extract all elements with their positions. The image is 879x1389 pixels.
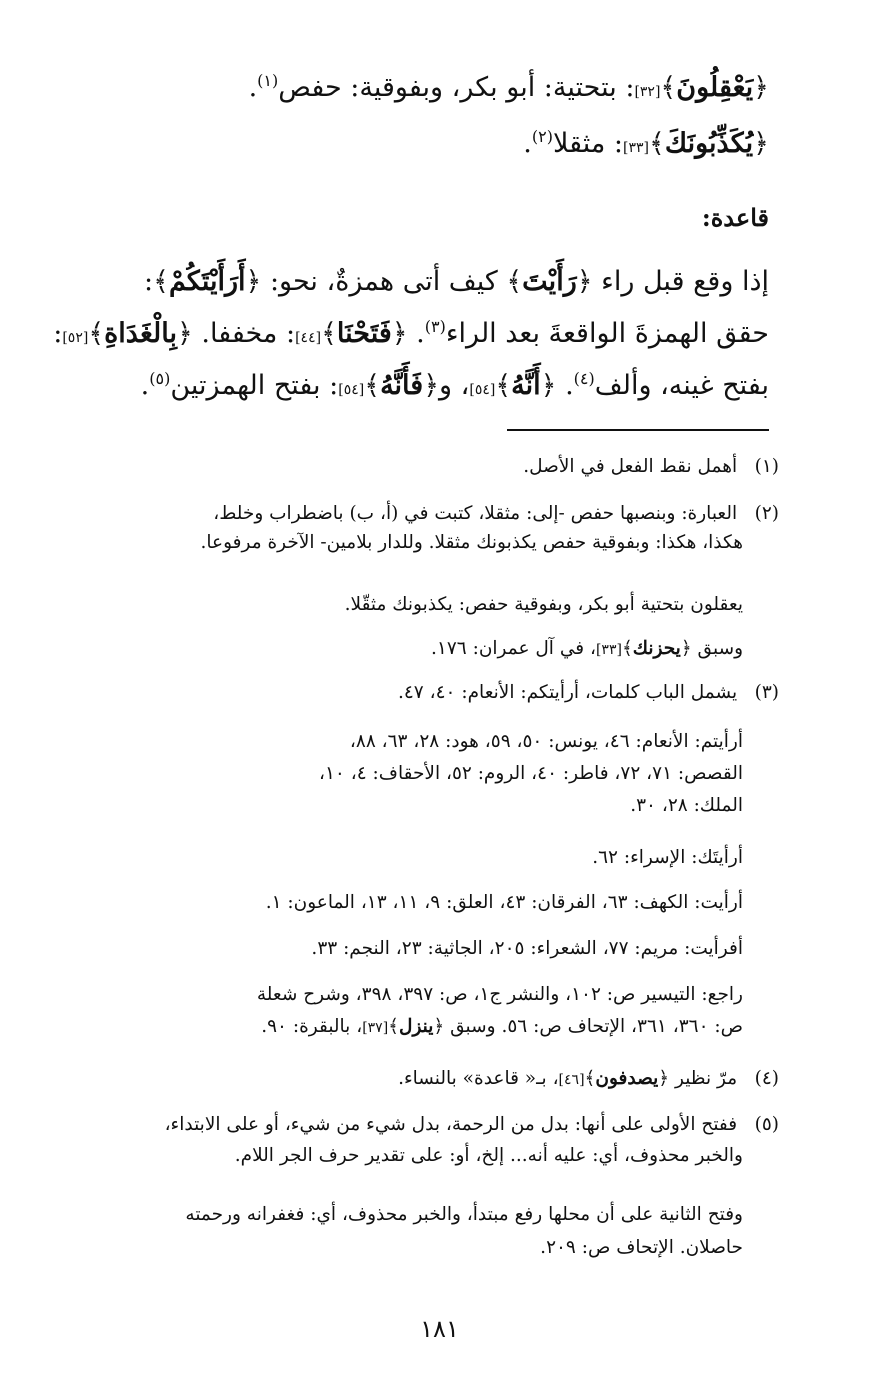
footnote-text: وسبق xyxy=(691,638,743,659)
footnote-2-cont-2: وسبق ﴿يحزنك﴾[٣٣]، في آل عمران: ١٧٦. xyxy=(431,638,743,659)
footnote-text: أرأيتَك: الإسراء: ٦٢. xyxy=(592,847,743,868)
footnote-1 xyxy=(60,452,779,481)
main-text-end: . xyxy=(248,72,258,103)
footnote-text: أهمل نقط الفعل في الأصل. xyxy=(523,456,738,477)
footnote-3-cont-2 xyxy=(60,843,779,872)
footnote-text: راجع: التيسير ص: ١٠٢، والنشر ج١، ص: ٣٩٧، ٣٩٨، وشرح شعلة xyxy=(256,984,743,1005)
footnote-3-cont-4 xyxy=(60,934,779,963)
main-text: كيف أتى همزةٌ، نحو: xyxy=(261,266,507,297)
verse-number: [٥٤] xyxy=(338,382,365,398)
footnote-2-cont xyxy=(60,590,779,619)
footnote-marker: (٣) xyxy=(424,317,446,336)
quran-word: يَعْقِلُونَ xyxy=(676,72,754,103)
footnote-text: يشمل الباب كلمات، أرأيتكم: الأنعام: ٤٠، ٤٧. xyxy=(397,682,738,703)
footnote-text: هكذا، هكذا: وبفوقية حفص يكذبونك مثقلا. وللدار بلامين- الآخرة مرفوعا. xyxy=(200,532,743,553)
footnote-text: أرأيت: الكهف: ٦٣، الفرقان: ٤٣، العلق: ٩، ١١، ١٣، الماعون: ١. xyxy=(265,892,743,913)
footnote-number: (٢) xyxy=(754,503,779,524)
footnote-3 xyxy=(60,678,779,707)
footnote-divider xyxy=(507,429,769,431)
quran-word: أَنَّهُ xyxy=(511,370,541,401)
footnote-5-cont xyxy=(60,1200,779,1262)
footnote-5 xyxy=(60,1110,779,1170)
main-line-1: ﴿يَعْقِلُونَ﴾[٣٢]: بتحتية: أبو بكر، وبفوقية: حفص$^{(١)}$. xyxy=(248,71,769,103)
quran-word: يصدفون xyxy=(595,1068,659,1089)
footnote-text: أرأيتم: الأنعام: ٤٦، يونس: ٥٠، ٥٩، هود: ٢٨، ٦٣، ٨٨، xyxy=(349,731,743,752)
verse-number: [٤٦] xyxy=(558,1072,585,1088)
verse-number: [٣٣] xyxy=(623,140,649,156)
verse-number: [٣٧] xyxy=(362,1020,389,1036)
footnote-text: العبارة: وبنصبها حفص -إلى: مثقلا، كتبت في (أ، ب) باضطراب وخلط، xyxy=(213,503,738,524)
footnote-text: حاصلان. الإتحاف ص: ٢٠٩. xyxy=(540,1237,743,1258)
main-text: : xyxy=(144,266,154,297)
footnote-number: (١) xyxy=(754,456,779,477)
section-heading: قاعدة: xyxy=(701,203,769,232)
quran-word: يحزنك xyxy=(632,638,681,659)
quran-word: فَأَنَّهُ xyxy=(380,370,424,401)
verse-number: [٣٣] xyxy=(595,642,622,658)
footnote-text: ص: ٣٦٠، ٣٦١، الإتحاف ص: ٥٦. وسبق xyxy=(444,1016,743,1037)
footnote-3-cont-5: راجع: التيسير ص: ١٠٢، والنشر ج١، ص: ٣٩٧، ٣٩٨، وشرح شعلة ص: ٣٦٠، ٣٦١، الإتحاف ص: ٥٦. وسبق ﴿ينزل﴾[٣٧]، بالبقرة: ٩٠. xyxy=(256,984,743,1037)
page-number: ١٨١ xyxy=(420,1315,459,1343)
footnote-marker: (٢) xyxy=(531,127,553,146)
main-text-end: . xyxy=(140,370,150,401)
main-text: . xyxy=(556,370,574,401)
main-text: بفتح غينه، وألف xyxy=(594,370,769,401)
footnote-number: (٣) xyxy=(754,682,779,703)
main-line-4: حقق الهمزةَ الواقعةَ بعد الراء$^{(٣)}$. ﴿فَتَحْنَا﴾[٤٤]: مخففا. ﴿بِالْغَدَاةِ﴾[٥٢]: xyxy=(53,317,769,349)
main-text-end: . xyxy=(523,128,532,159)
footnote-marker: (٤) xyxy=(573,369,595,388)
main-text: : بفتح الهمزتين xyxy=(170,370,339,401)
main-text: : مثقلا xyxy=(552,128,624,159)
quran-word: رَأَيْتَ xyxy=(522,266,577,297)
footnote-3-cont-3 xyxy=(60,888,779,917)
quran-word: يُكَذِّبُونَكَ xyxy=(664,128,754,159)
quran-word: ينزل xyxy=(399,1016,434,1037)
footnote-text: أفرأيت: مريم: ٧٧، الشعراء: ٢٠٥، الجاثية: ٢٣، النجم: ٣٣. xyxy=(311,938,743,959)
verse-number: [٣٢] xyxy=(634,84,661,100)
main-text: : مخففا. xyxy=(192,318,296,349)
main-text: . xyxy=(407,318,425,349)
quran-word: بِالْغَدَاةِ xyxy=(104,318,177,349)
footnote-3-cont xyxy=(60,727,779,820)
footnote-text: ، بـ« قاعدة» بالنساء. xyxy=(398,1068,559,1089)
footnote-2 xyxy=(60,499,779,557)
main-text: : بتحتية: أبو بكر، وبفوقية: حفص xyxy=(278,72,635,103)
main-line-5: بفتح غينه، وألف$^{(٤)}$. ﴿أَنَّهُ﴾[٥٤]، و﴿فَأَنَّهُ﴾[٥٤]: بفتح الهمزتين$^{(٥)}$. xyxy=(140,369,769,401)
verse-number: [٥٤] xyxy=(469,382,496,398)
main-text: حقق الهمزةَ الواقعةَ بعد الراء xyxy=(445,318,769,349)
footnote-text: الملك: ٢٨، ٣٠. xyxy=(630,795,743,816)
main-text: إذا وقع قبل راء xyxy=(592,266,769,297)
footnote-text: ، بالبقرة: ٩٠. xyxy=(261,1016,363,1037)
quran-word: فَتَحْنَا xyxy=(336,318,392,349)
footnote-text: ففتح الأولى على أنها: بدل من الرحمة، بدل شيء من شيء، أو على الابتداء، xyxy=(164,1114,738,1135)
footnote-text: ، في آل عمران: ١٧٦. xyxy=(431,638,596,659)
footnote-marker: (١) xyxy=(257,71,279,90)
verse-number: [٥٢] xyxy=(62,330,89,346)
footnote-text: والخبر محذوف، أي: عليه أنه... إلخ، أو: على تقدير حرف الجر اللام. xyxy=(234,1145,743,1166)
footnote-text: مرّ نظير xyxy=(669,1068,738,1089)
main-text: ، و xyxy=(439,370,470,401)
quran-word: أَرَأَيْتَكُمْ xyxy=(168,266,246,297)
footnote-marker: (٥) xyxy=(149,369,171,388)
verse-number: [٤٤] xyxy=(295,330,322,346)
main-text: : xyxy=(53,318,63,349)
footnote-text: وفتح الثانية على أن محلها رفع مبتدأ، والخبر محذوف، أي: فغفرانه ورحمته xyxy=(185,1204,743,1225)
footnote-text: القصص: ٧١، ٧٢، فاطر: ٤٠، الروم: ٥٢، الأحقاف: ٤، ١٠، xyxy=(319,763,743,784)
footnote-number: (٤) xyxy=(754,1068,779,1089)
main-line-3: إذا وقع قبل راء ﴿رَأَيْتَ﴾ كيف أتى همزةٌ، نحو: ﴿أَرَأَيْتَكُمْ﴾: xyxy=(144,266,769,297)
footnote-text: يعقلون بتحتية أبو بكر، وبفوقية حفص: يكذبونك مثقّلا. xyxy=(344,594,743,615)
footnote-number: (٥) xyxy=(754,1114,779,1135)
footnote-4: (٤) مرّ نظير ﴿يصدفون﴾[٤٦]، بـ« قاعدة» بالنساء. xyxy=(60,1064,779,1093)
main-line-2: ﴿يُكَذِّبُونَكَ﴾[٣٣]: مثقلا$^{(٢)}$. xyxy=(523,127,769,159)
